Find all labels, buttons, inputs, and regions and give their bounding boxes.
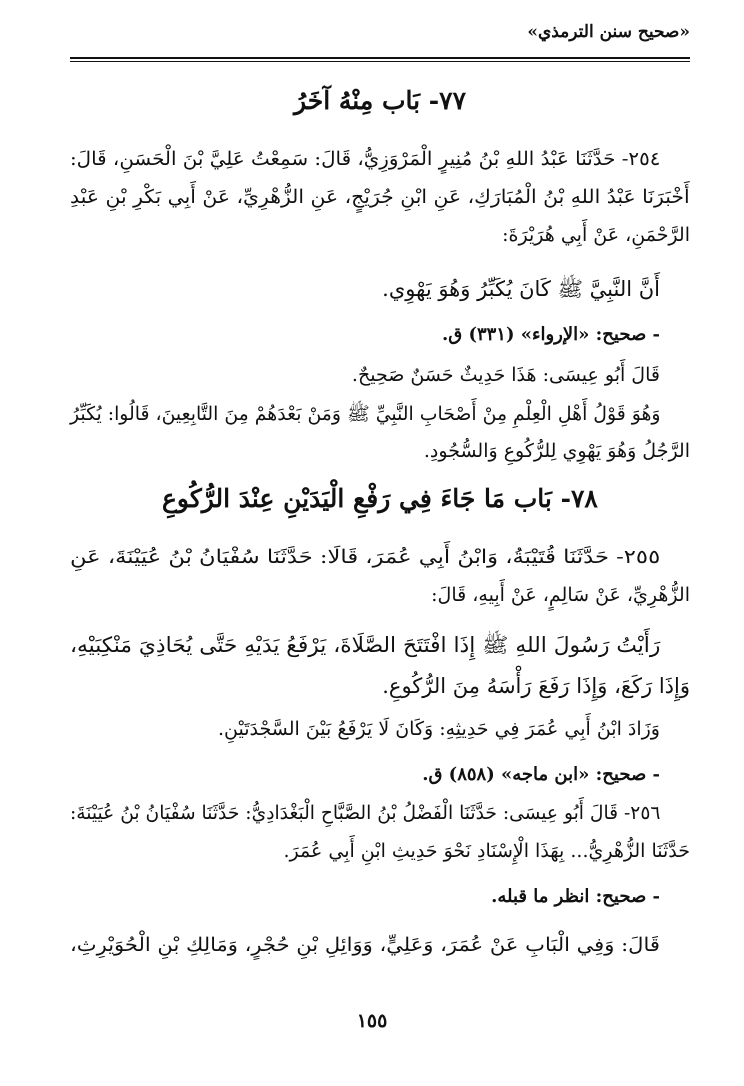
text-line: ٢٥٥- حَدَّثَنَا قُتَيْبَةُ، وَابْنُ أَبِي عُمَرَ، قَالَا: حَدَّثَنَا سُفْيَانُ بْنُ عُيَيْنَةَ، عَنِ bbox=[69, 546, 660, 568]
grading-line: - صحيح: «الإرواء» (٣٣١) ق. bbox=[441, 324, 660, 345]
header-rule-thin bbox=[70, 61, 690, 62]
chapter-heading: ٧٨- بَاب مَا جَاءَ فِي رَفْعِ الْيَدَيْنِ عِنْدَ الرُّكُوعِ bbox=[162, 484, 598, 513]
text-line: قَالَ أَبُو عِيسَى: هَذَا حَدِيثٌ حَسَنٌ صَحِيحٌ. bbox=[351, 364, 660, 386]
book-title: «صحيح سنن الترمذي» bbox=[527, 22, 690, 42]
text-line: حَدَّثَنَا الزُّهْرِيُّ... بِهَذَا الْإِسْنَادِ نَحْوَ حَدِيثِ ابْنِ أَبِي عُمَرَ. bbox=[283, 840, 690, 862]
text-line: وَهُوَ قَوْلُ أَهْلِ الْعِلْمِ مِنْ أَصْحَابِ النَّبِيِّ ﷺ وَمَنْ بَعْدَهُمْ مِنَ التَّابِعِينَ، قَالُوا: يُكَبِّرُ bbox=[69, 403, 660, 425]
text-line: قَالَ: وَفِي الْبَابِ عَنْ عُمَرَ، وَعَلِيٍّ، وَوَائِلِ بْنِ حُجْرٍ، وَمَالِكِ بْنِ الْحُوَيْرِثِ، bbox=[70, 934, 660, 956]
chapter-heading: ٧٧- بَاب مِنْهُ آخَرُ bbox=[294, 86, 466, 115]
header-rule-thick bbox=[70, 57, 690, 59]
text-line: الزُّهْرِيِّ، عَنْ سَالِمٍ، عَنْ أَبِيهِ، قَالَ: bbox=[431, 584, 690, 606]
text-line: ٢٥٤- حَدَّثَنَا عَبْدُ اللهِ بْنُ مُنِيرٍ الْمَرْوَزِيُّ، قَالَ: سَمِعْتُ عَلِيَّ بْنَ الْحَسَنِ، قَالَ: bbox=[69, 148, 660, 170]
text-line: الرَّجُلُ وَهُوَ يَهْوِي لِلرُّكُوعِ وَالسُّجُودِ. bbox=[423, 440, 690, 462]
page-number: ١٥٥ bbox=[356, 1010, 388, 1032]
text-line: أَنَّ النَّبِيَّ ﷺ كَانَ يُكَبِّرُ وَهُوَ يَهْوِي. bbox=[382, 277, 660, 301]
grading-line: - صحيح: «ابن ماجه» (٨٥٨) ق. bbox=[422, 764, 660, 785]
text-line: رَأَيْتُ رَسُولَ اللهِ ﷺ إِذَا افْتَتَحَ الصَّلَاةَ، يَرْفَعُ يَدَيْهِ حَتَّى يُحَاذِيَ مَنْكِبَيْهِ، bbox=[69, 633, 660, 657]
text-line: وَزَادَ ابْنُ أَبِي عُمَرَ فِي حَدِيثِهِ: وَكَانَ لَا يَرْفَعُ بَيْنَ السَّجْدَتَيْنِ. bbox=[217, 718, 660, 740]
text-line: أَخْبَرَنَا عَبْدُ اللهِ بْنُ الْمُبَارَكِ، عَنِ ابْنِ جُرَيْجٍ، عَنِ الزُّهْرِيِّ، عَنْ أَبِي بَكْرِ بْنِ عَبْدِ bbox=[70, 186, 690, 208]
running-header bbox=[70, 22, 690, 52]
text-line: وَإِذَا رَكَعَ، وَإِذَا رَفَعَ رَأْسَهُ مِنَ الرُّكُوعِ. bbox=[382, 674, 690, 698]
text-line: ٢٥٦- قَالَ أَبُو عِيسَى: حَدَّثَنَا الْفَضْلُ بْنُ الصَّبَّاحِ الْبَغْدَادِيُّ: حَدَّثَنَا سُفْيَانُ بْنُ عُيَيْنَةَ: bbox=[69, 802, 660, 824]
grading-line: - صحيح: انظر ما قبله. bbox=[491, 886, 660, 907]
text-line: الرَّحْمَنِ، عَنْ أَبِي هُرَيْرَةَ: bbox=[502, 224, 690, 246]
